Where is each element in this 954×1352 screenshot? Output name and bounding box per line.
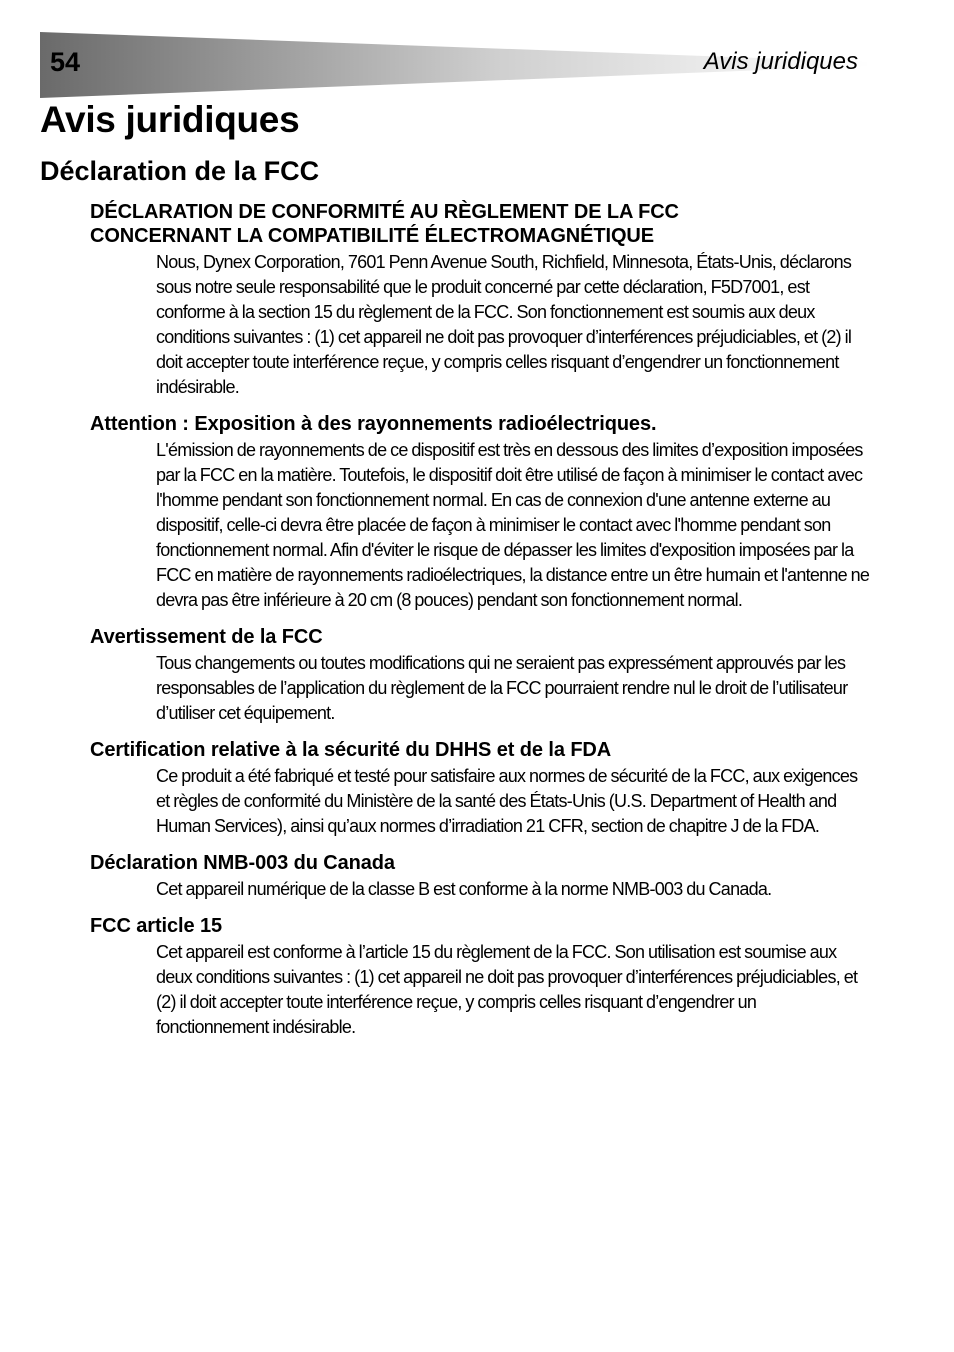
block-heading: Déclaration NMB-003 du Canada	[90, 852, 395, 874]
block-heading: Attention : Exposition à des rayonnements radioélectriques.	[90, 413, 657, 435]
block-paragraph: L'émission de rayonnements de ce dispositif est très en dessous des limites d’exposition imposées par la FCC en la matière. Toutefois, le dispositif doit être utilisé de façon à minimiser le contact avec l'homme pendant son fonctionnement normal. En cas de connexion d'une antenne externe au dispositif, celle-ci devra être placée de façon à minimiser le contact avec l'homme pendant son fonctionnement normal. Afin d'éviter le risque de dépasser les limites d'exposition imposées par la FCC en matière de rayonnements radioélectriques, la distance entre un être humain et l'antenne ne devra pas être inférieure à 20 cm (8 pouces) pendant son fonctionnement normal.	[156, 440, 870, 610]
section-title: Déclaration de la FCC	[40, 156, 320, 186]
block-heading: Avertissement de la FCC	[90, 626, 323, 648]
block-paragraph: Ce produit a été fabriqué et testé pour satisfaire aux normes de sécurité de la FCC, aux exigences et règles de conformité du Ministère de la santé des États-Unis (U.S. Department of Health and Human Services), ainsi qu’aux normes d’irradiation 21 CFR, section de chapitre J de la FDA.	[156, 766, 858, 836]
attention-block	[90, 412, 870, 613]
fcc-article-block	[90, 914, 870, 1040]
block-heading: FCC article 15	[90, 915, 222, 937]
block-paragraph: Cet appareil numérique de la classe B est conforme à la norme NMB-003 du Canada.	[156, 879, 772, 899]
page-number: 54	[50, 47, 81, 77]
dhhs-fda-block	[90, 738, 870, 839]
block-paragraph: Tous changements ou toutes modifications qui ne seraient pas expressément approuvés par les responsables de l’application du règlement de la FCC pourraient rendre nul le droit de l’utilisateur d’utiliser cet équipement.	[156, 653, 848, 723]
block-paragraph: Cet appareil est conforme à l’article 15 du règlement de la FCC. Son utilisation est soumise aux deux conditions suivantes : (1) cet appareil ne doit pas provoquer d’interférences préjudiciables, et (2) il doit accepter toute interférence reçue, y compris celles risquant d’engendrer un fonctionnement indésirable.	[156, 942, 858, 1037]
content-body	[90, 200, 870, 1052]
running-head: Avis juridiques	[703, 48, 858, 75]
declaration-block	[90, 200, 870, 400]
page-title: Avis juridiques	[40, 99, 300, 140]
block-paragraph: Nous, Dynex Corporation, 7601 Penn Avenue South, Richfield, Minnesota, États-Unis, déclarons sous notre seule responsabilité que le produit concerné par cette déclaration, F5D7001, est conforme à la section 15 du règlement de la FCC. Son fonctionnement est soumis aux deux conditions suivantes : (1) cet appareil ne doit pas provoquer d’interférences préjudiciables, et (2) il doit accepter toute interférence reçue, y compris celles risquant d’engendrer un fonctionnement indésirable.	[156, 252, 852, 397]
block-heading: DÉCLARATION DE CONFORMITÉ AU RÈGLEMENT DE LA FCC CONCERNANT LA COMPATIBILITÉ ÉLECTROMAGNÉTIQUE	[90, 201, 679, 247]
block-heading: Certification relative à la sécurité du DHHS et de la FDA	[90, 739, 612, 761]
canada-block	[90, 851, 870, 902]
warning-block	[90, 625, 870, 726]
